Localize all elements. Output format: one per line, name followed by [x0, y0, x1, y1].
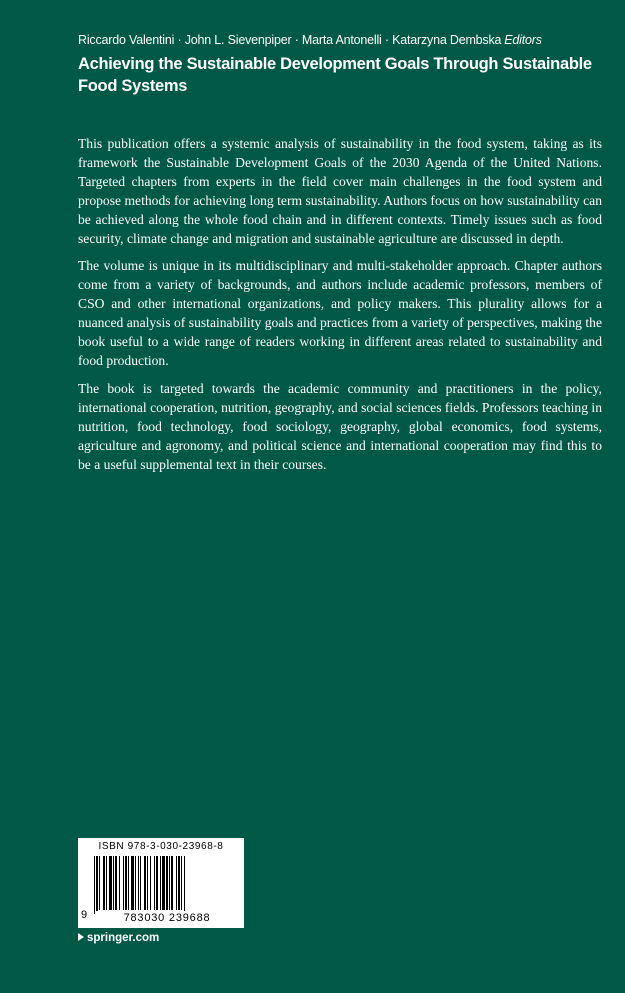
barcode-bar [160, 856, 161, 910]
editors-names: Riccardo Valentini · John L. Sievenpiper · Marta Antonelli · Katarzyna Dembska [78, 33, 502, 47]
editors-role: Editors [504, 33, 542, 47]
barcode-bar [147, 856, 148, 910]
barcode-bar [99, 856, 100, 910]
barcode-bar [171, 856, 173, 910]
barcode-bar [128, 856, 129, 910]
publisher-url: springer.com [87, 932, 160, 944]
barcode-bar [123, 856, 124, 910]
barcode-bar [156, 856, 158, 910]
barcode-icon [92, 856, 238, 914]
barcode-bar [162, 856, 165, 910]
arrow-right-icon [78, 933, 84, 941]
barcode-bar [144, 856, 146, 910]
barcode-bar [166, 856, 168, 910]
barcode-bar [184, 856, 185, 914]
barcode-bar [94, 856, 95, 914]
blurb-paragraph-2: The volume is unique in its multidisciplinary and multi-stakeholder approach. Chapter authors come from a variety of backgrounds, and authors include academic professors, members of CSO and other international organizations, and policy makers. This plurality allows for a nuanced analysis of sustainability goals and practices from a variety of perspectives, making the book useful to a wide range of readers working in different areas related to sustainability and food production. [78, 258, 602, 368]
barcode-bar [115, 856, 117, 910]
ean-digits: 783030 239688 [96, 911, 238, 926]
barcode-bar [140, 856, 141, 910]
blurb-paragraph-3: The book is targeted towards the academic community and practitioners in the policy, international cooperation, nutrition, geography, and social sciences fields. Professors teaching in nutrition, food technology, food sociology, geography, global economics, food systems, agriculture and agronomy, and political science and international cooperation may find this to be a useful supplemental text in their courses. [78, 380, 602, 472]
barcode-bar [103, 856, 105, 910]
barcode-bar [119, 856, 120, 910]
barcode-bar [178, 856, 180, 910]
isbn-label: ISBN 978-3-030-23968-8 [98, 841, 224, 852]
book-title: Achieving the Sustainable Development Goals Through Sustainable Food Systems [78, 55, 592, 95]
barcode-bar [109, 856, 112, 910]
barcode-bar [106, 856, 107, 910]
barcode-bar [169, 856, 170, 910]
barcode-bar [113, 856, 114, 910]
barcode-bar [135, 856, 136, 910]
barcode-bar [131, 856, 134, 910]
barcode-bar [176, 856, 177, 910]
barcode-bar [96, 856, 98, 914]
blurb-paragraph-1: This publication offers a systemic analysis of sustainability in the food system, taking as its framework the Sustainable Development Goals of the 2030 Agenda of the United Nations. Targeted chapters from experts in the field cover main challenges in the food system and propose methods for achieving long term sustainability. Authors focus on how sustainability can be achieved along the whole food chain and in different contexts. Timely issues such as food security, climate change and migration and sustainable agriculture are discussed in depth. [78, 136, 602, 246]
publisher-link[interactable] [78, 932, 159, 944]
blurb [78, 135, 602, 483]
barcode-bar [154, 856, 155, 910]
isbn-barcode-box [78, 838, 244, 928]
barcode-bar [181, 856, 182, 910]
ean-first-digit: 9 [81, 909, 88, 921]
barcode-bar [150, 856, 151, 910]
barcode-bar [138, 856, 139, 910]
barcode-bar [125, 856, 127, 910]
editors-line [78, 33, 598, 47]
